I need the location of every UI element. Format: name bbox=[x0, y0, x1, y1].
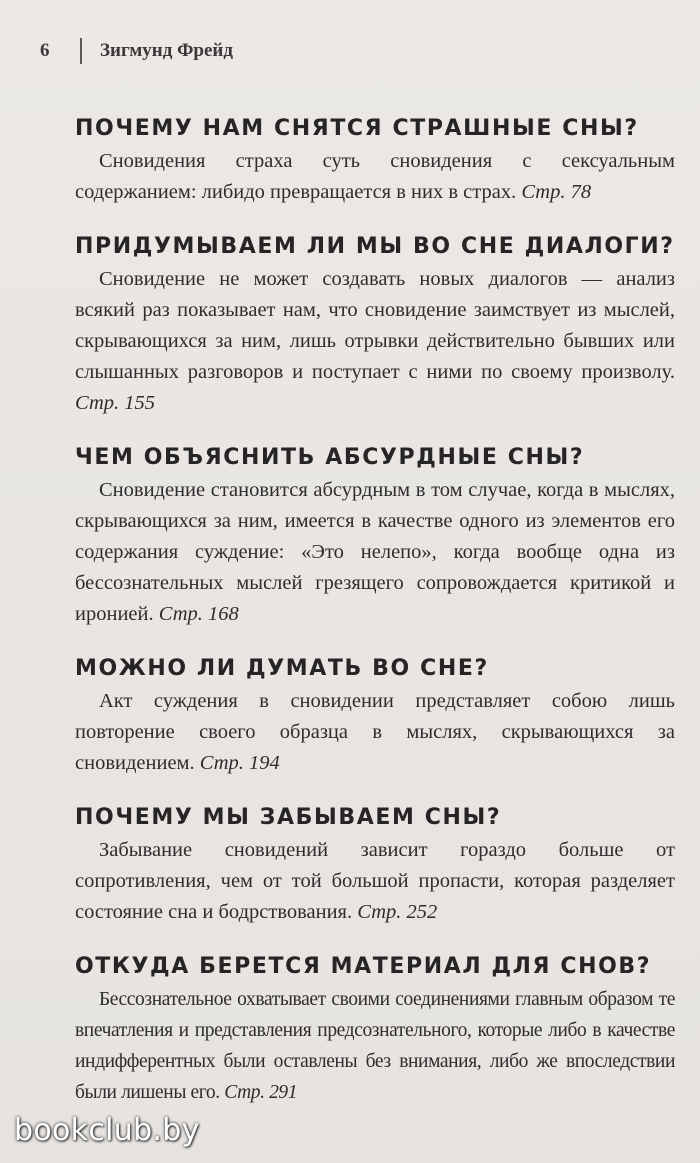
site-watermark: bookclub.by bbox=[14, 1113, 200, 1148]
section-body bbox=[75, 686, 675, 779]
section-body bbox=[75, 475, 675, 630]
section-heading: ЧЕМ ОБЪЯСНИТЬ АБСУРДНЫЕ СНЫ? bbox=[75, 445, 585, 470]
header-divider bbox=[80, 38, 82, 64]
section bbox=[75, 801, 675, 928]
section-heading: ПОЧЕМУ МЫ ЗАБЫВАЕМ СНЫ? bbox=[75, 805, 502, 830]
author-name: Зигмунд Фрейд bbox=[100, 40, 233, 61]
section-heading: ОТКУДА БЕРЕТСЯ МАТЕРИАЛ ДЛЯ СНОВ? bbox=[75, 954, 652, 979]
page-reference: Стр. 78 bbox=[521, 181, 592, 203]
section-heading: ПОЧЕМУ НАМ СНЯТСЯ СТРАШНЫЕ СНЫ? bbox=[75, 116, 639, 141]
section bbox=[75, 652, 675, 779]
running-head bbox=[40, 36, 233, 66]
section-body bbox=[75, 146, 675, 208]
section-text: Бессознательное охватывает своими соединениями главным образом те впечатления и представления предсознательного, которые либо в качестве индифферентных были оставлены без внимания, либо же впоследствии были лишены его. bbox=[75, 989, 675, 1103]
page-reference: Стр. 252 bbox=[357, 901, 438, 923]
section-body bbox=[75, 264, 675, 419]
page-reference: Стр. 194 bbox=[199, 752, 280, 774]
section-heading: МОЖНО ЛИ ДУМАТЬ ВО СНЕ? bbox=[75, 656, 489, 681]
page-reference: Стр. 291 bbox=[224, 1082, 298, 1103]
page-number: 6 bbox=[40, 40, 50, 61]
section-heading: ПРИДУМЫВАЕМ ЛИ МЫ ВО СНЕ ДИАЛОГИ? bbox=[75, 234, 675, 259]
page-content bbox=[75, 112, 675, 1130]
section-text: Сновидение не может создавать новых диалогов — анализ всякий раз показывает нам, что сновидение заимствует из мыслей, скрывающихся за ним, лишь отрывки действительно бывших или слышанных разговоров и поступает с ними по своему произволу. bbox=[75, 268, 675, 383]
section bbox=[75, 230, 675, 419]
section-text: Акт суждения в сновидении представляет собою лишь повторение своего образца в мыслях, скрывающихся за сновидением. bbox=[75, 690, 675, 774]
section-text: Забывание сновидений зависит гораздо больше от сопротивления, чем от той большой пропасти, которая разделяет состояние сна и бодрствования. bbox=[75, 839, 675, 923]
page-reference: Стр. 168 bbox=[158, 603, 239, 625]
section bbox=[75, 112, 675, 208]
section-body bbox=[75, 984, 675, 1108]
section-body bbox=[75, 835, 675, 928]
page-reference: Стр. 155 bbox=[75, 392, 156, 414]
section bbox=[75, 950, 675, 1108]
section-text: Сновидение становится абсурдным в том случае, когда в мыслях, скрывающихся за ним, имеется в качестве одного из элементов его содержания суждение: «Это нелепо», когда вообще одна из бессознательных мыслей грезящего сопровождается критикой и иронией. bbox=[75, 479, 675, 625]
section bbox=[75, 441, 675, 630]
section-text: Сновидения страха суть сновидения с сексуальным содержанием: либидо превращается в них в страх. bbox=[75, 150, 675, 203]
